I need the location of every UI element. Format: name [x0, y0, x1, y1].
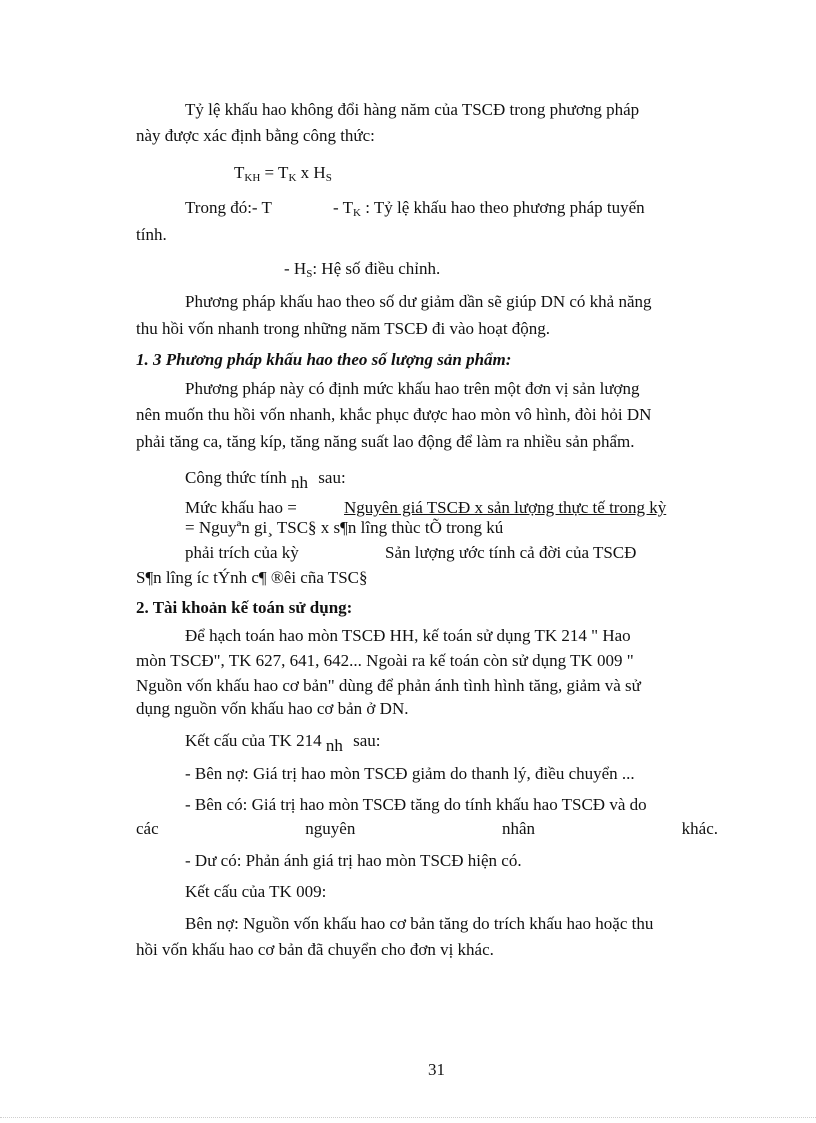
paragraph-line: hồi vốn khấu hao cơ bản đã chuyển cho đơn vị khác.	[136, 940, 494, 959]
formula-sub: K	[288, 172, 297, 184]
paragraph-line	[284, 259, 440, 284]
paragraph-line: dụng nguồn vốn khấu hao cơ bản ở DN.	[136, 699, 409, 718]
paragraph-line: này được xác định bằng công thức:	[136, 126, 375, 145]
paragraph-line: Trong đó:- T	[185, 198, 272, 217]
formula-label: phải trích của kỳ	[185, 543, 299, 562]
text-part: - T	[333, 198, 353, 217]
page-number: 31	[428, 1060, 445, 1079]
list-item: - Bên nợ: Giá trị hao mòn TSCĐ giảm do thanh lý, điều chuyển ...	[185, 764, 635, 783]
text-part: Kết cấu của TK 214	[185, 731, 322, 750]
paragraph-line	[185, 731, 381, 755]
formula-tkh	[234, 163, 332, 188]
formula-sub: S	[325, 172, 332, 184]
paragraph-line: Tỷ lệ khấu hao không đổi hàng năm của TSCĐ trong phương pháp	[185, 100, 640, 119]
formula-label: Mức khấu hao =	[185, 498, 297, 517]
paragraph-line: Bên nợ: Nguồn vốn khấu hao cơ bản tăng do trích khấu hao hoặc thu	[185, 914, 654, 933]
paragraph-line: tính.	[136, 225, 167, 244]
paragraph-line: các nguyên nhân khác.	[136, 819, 718, 838]
formula-sub: S	[306, 268, 313, 280]
formula-numerator: Nguyên giá TSCĐ x sản lượng thực tế trong kỳ	[344, 498, 667, 517]
text-part: : Hệ số điều chỉnh.	[312, 259, 441, 278]
formula-part: T	[234, 163, 245, 182]
paragraph-line: Nguồn vốn khấu hao cơ bản" dùng để phản ánh tình hình tăng, giảm và sử	[136, 676, 641, 695]
paragraph-line: thu hồi vốn nhanh trong những năm TSCĐ đi vào hoạt động.	[136, 319, 551, 338]
garbled-formula: S¶n lîng íc tÝnh c¶ ®êi cña TSC§	[136, 568, 368, 587]
section-heading: 2. Tài khoản kế toán sử dụng:	[136, 598, 353, 617]
paragraph-line: Phương pháp khấu hao theo số dư giảm dần sẽ giúp DN có khả năng	[185, 292, 652, 311]
text-part: nh	[325, 736, 343, 755]
paragraph-line: phải tăng ca, tăng kíp, tăng năng suất lao động để làm ra nhiều sản phẩm.	[136, 432, 635, 451]
text-part: Công thức tính	[185, 468, 287, 487]
paragraph-line: Để hạch toán hao mòn TSCĐ HH, kế toán sử dụng TK 214 " Hao	[185, 626, 631, 645]
formula-denominator: Sản lượng ước tính cả đời của TSCĐ	[385, 543, 637, 562]
formula-part: x H	[296, 163, 326, 182]
paragraph-line: mòn TSCĐ", TK 627, 641, 642... Ngoài ra kế toán còn sử dụng TK 009 "	[136, 651, 634, 670]
paragraph-line: Kết cấu của TK 009:	[185, 882, 327, 901]
text-part: nh	[291, 473, 309, 492]
text-part: sau:	[318, 468, 346, 487]
paragraph-line	[185, 468, 346, 492]
formula-part: = T	[260, 163, 289, 182]
text-part: sau:	[353, 731, 381, 750]
formula-sub: K	[353, 207, 361, 219]
page-edge-divider	[0, 1117, 816, 1118]
paragraph-line: nên muốn thu hồi vốn nhanh, khắc phục được hao mòn vô hình, đòi hỏi DN	[136, 405, 652, 424]
text-part: : Tỷ lệ khấu hao theo phương pháp tuyến	[360, 198, 645, 217]
garbled-formula: = Nguyªn gi¸ TSC§ x s¶n lîng thùc tÕ trong kú	[185, 518, 504, 537]
list-item: - Dư có: Phản ánh giá trị hao mòn TSCĐ hiện có.	[185, 851, 522, 870]
list-item: - Bên có: Giá trị hao mòn TSCĐ tăng do tính khấu hao TSCĐ và do	[185, 795, 647, 814]
formula-sub: KH	[244, 172, 261, 184]
paragraph-line	[333, 198, 645, 223]
paragraph-line: Phương pháp này có định mức khấu hao trên một đơn vị sản lượng	[185, 379, 640, 398]
text-part: - H	[284, 259, 307, 278]
section-heading: 1. 3 Phương pháp khấu hao theo số lượng sản phẩm:	[136, 350, 512, 369]
